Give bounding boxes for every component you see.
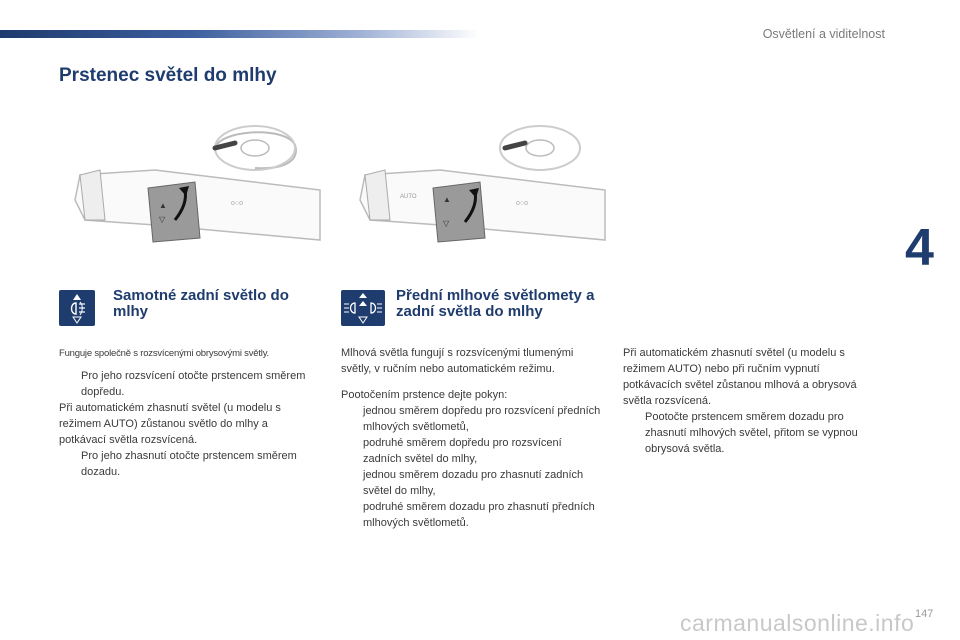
list-item: podruhé směrem dozadu pro zhasnutí předních mlhových světlometů. bbox=[363, 501, 595, 529]
paragraph: Mlhová světla fungují s rozsvícenými tlumenými světly, v ručním nebo automatickém režimu. bbox=[341, 347, 574, 375]
paragraph: Pootočením prstence dejte pokyn: bbox=[341, 389, 508, 401]
fog-ring-illustration-right bbox=[340, 110, 610, 260]
svg-text:o○o: o○o bbox=[231, 200, 244, 207]
paragraph: Při automatickém zhasnutí světel (u modelu s režimem AUTO) zůstanou světlo do mlhy a potkávací světla rozsvícená. bbox=[59, 402, 281, 446]
chapter-number: 4 bbox=[905, 219, 934, 277]
list-item: jednou směrem dopředu pro rozsvícení předních mlhových světlometů, bbox=[363, 405, 601, 433]
svg-text:▲: ▲ bbox=[159, 201, 167, 210]
rear-fog-text bbox=[59, 368, 317, 480]
svg-text:▲: ▲ bbox=[443, 195, 451, 204]
page-number: 147 bbox=[915, 608, 934, 620]
section-heading-rear-fog: Samotné zadní světlo do mlhy bbox=[113, 287, 289, 320]
list-item: jednou směrem dozadu pro zhasnutí zadních světel do mlhy, bbox=[363, 469, 584, 497]
front-and-rear-fog-lights-icon bbox=[341, 290, 385, 326]
svg-text:o○o: o○o bbox=[516, 200, 529, 207]
list-item: podruhé směrem dopředu pro rozsvícení zadních světel do mlhy, bbox=[363, 437, 562, 465]
header-color-bar bbox=[0, 30, 480, 38]
list-item: Pootočte prstencem směrem dozadu pro zhasnutí mlhových světel, přitom se vypnou obrysová světla. bbox=[645, 411, 858, 455]
list-item: Pro jeho zhasnutí otočte prstencem směrem dozadu. bbox=[81, 450, 297, 478]
svg-text:▽: ▽ bbox=[443, 219, 450, 228]
watermark: carmanualsonline.info bbox=[680, 610, 915, 636]
list-item: Pro jeho rozsvícení otočte prstencem směrem dopředu. bbox=[81, 370, 306, 398]
section-heading-front-rear-fog: Přední mlhové světlomety a zadní světla do mlhy bbox=[396, 287, 595, 320]
paragraph: Při automatickém zhasnutí světel (u modelu s režimem AUTO) nebo při ručním vypnutí potkávacích světel zůstanou mlhová a obrysová světla rozsvícená. bbox=[623, 347, 857, 407]
page-title: Prstenec světel do mlhy bbox=[59, 65, 277, 86]
auto-mode-text bbox=[623, 345, 873, 457]
rear-fog-note: Funguje společně s rozsvícenými obrysovými světly. bbox=[59, 348, 269, 359]
fog-ring-illustration-left bbox=[55, 110, 325, 260]
rear-fog-light-icon bbox=[59, 290, 95, 326]
front-rear-fog-text bbox=[341, 345, 603, 531]
auto-label: AUTO bbox=[400, 194, 417, 200]
svg-text:▽: ▽ bbox=[159, 215, 166, 224]
chapter-title: Osvětlení a viditelnost bbox=[762, 27, 885, 41]
